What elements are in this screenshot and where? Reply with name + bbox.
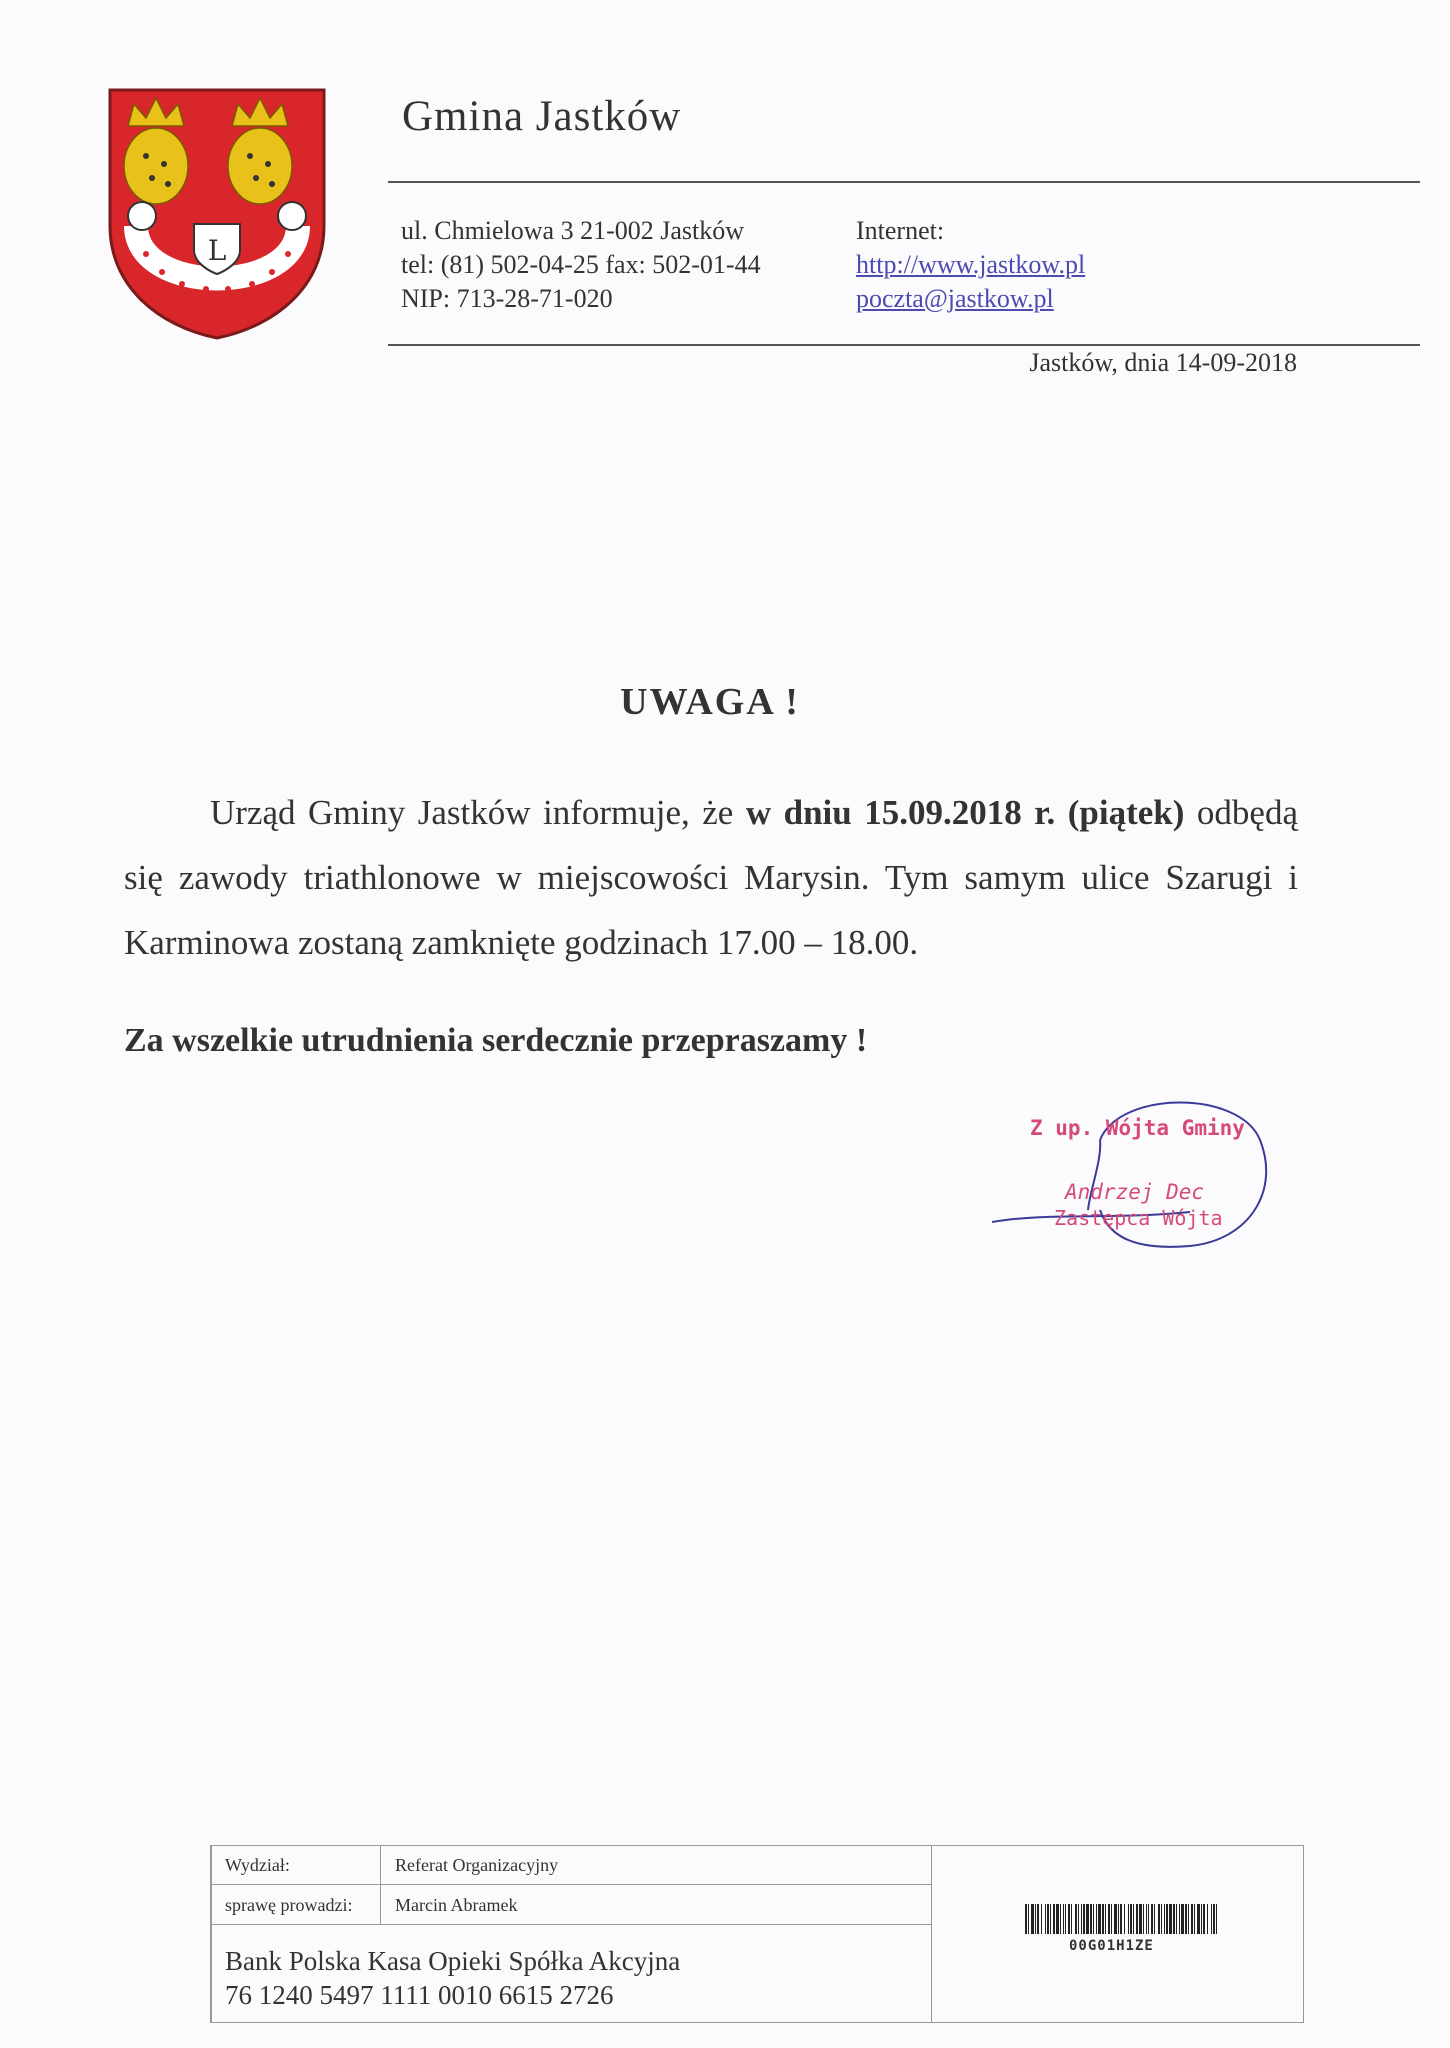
barcode-icon xyxy=(1025,1904,1219,1934)
bank-account: 76 1240 5497 1111 0010 6615 2726 xyxy=(225,1980,614,2010)
header-divider-top xyxy=(388,181,1420,183)
header-divider-bottom xyxy=(388,344,1420,346)
paragraph-text-end: odbędą się zawody triathlonowe w miejscowości Marysin. Tym samym ulice Szarugi i Karminowa zostaną zamknięte godzinach 17.00 – 18.00. xyxy=(124,793,1299,962)
stamp-line-authorization: Z up. Wójta Gminy xyxy=(1030,1116,1245,1140)
footer-barcode-divider xyxy=(931,1846,932,2022)
internet-block xyxy=(856,214,1085,316)
signature-stamp xyxy=(990,1080,1290,1260)
department-label: Wydział: xyxy=(225,1855,290,1875)
apology-text: Za wszelkie utrudnienia serdecznie przepraszamy ! xyxy=(124,1022,868,1059)
bank-name: Bank Polska Kasa Opieki Spółka Akcyjna xyxy=(225,1946,681,1976)
paragraph-text-start: Urząd Gminy Jastków informuje, że xyxy=(210,793,746,832)
footer-column-divider xyxy=(380,1846,381,1924)
website-link[interactable]: http://www.jastkow.pl xyxy=(856,250,1086,279)
nip-line: NIP: 713-28-71-020 xyxy=(401,284,613,313)
stamp-line-name: Andrzej Dec xyxy=(1065,1180,1205,1204)
phone-line: tel: (81) 502-04-25 fax: 502-01-44 xyxy=(401,250,761,279)
notice-paragraph xyxy=(124,780,1298,975)
paragraph-date-bold: w dniu 15.09.2018 r. (piątek) xyxy=(745,793,1185,832)
stamp-line-title: Zastępca Wójta xyxy=(1054,1206,1223,1230)
barcode-text: 00G01H1ZE xyxy=(1069,1938,1154,1954)
notice-headline: UWAGA ! xyxy=(620,681,800,723)
address-block xyxy=(401,214,761,316)
footer-table xyxy=(210,1845,1304,2023)
letter-date: Jastków, dnia 14-09-2018 xyxy=(1029,348,1297,377)
svg-text:L: L xyxy=(207,234,227,267)
signature-scribble-icon xyxy=(990,1080,1290,1260)
handler-label: sprawę prowadzi: xyxy=(225,1895,353,1915)
internet-label: Internet: xyxy=(856,216,945,245)
address-line: ul. Chmielowa 3 21-002 Jastków xyxy=(401,216,745,245)
handler-value: Marcin Abramek xyxy=(395,1895,518,1915)
email-link[interactable]: poczta@jastkow.pl xyxy=(856,284,1054,313)
coat-of-arms-icon xyxy=(106,86,328,340)
department-value: Referat Organizacyjny xyxy=(395,1855,559,1875)
organization-name: Gmina Jastków xyxy=(402,93,682,140)
